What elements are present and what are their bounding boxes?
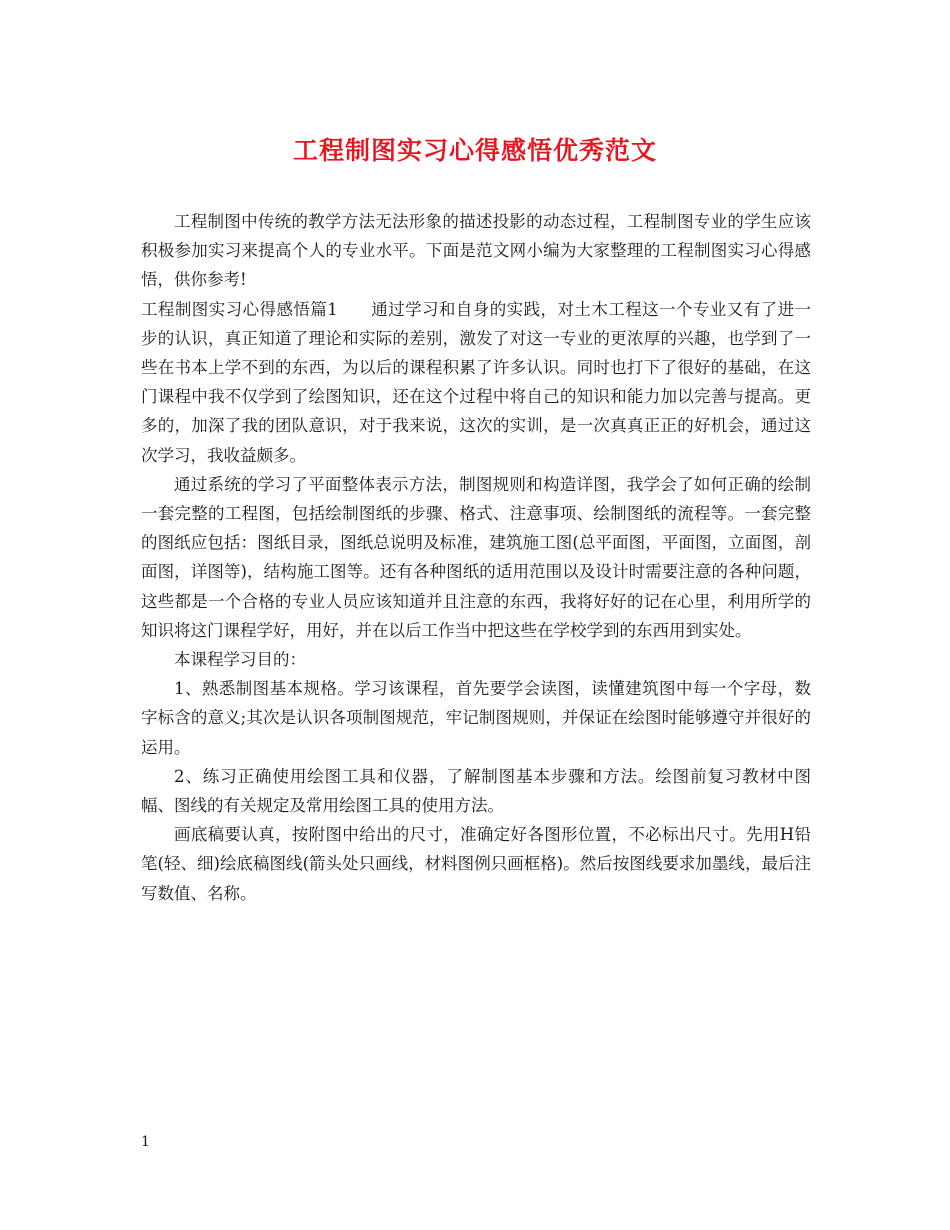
section1-heading: 工程制图实习心得感悟篇1 (141, 299, 338, 319)
section1-text: 通过学习和自身的实践，对土木工程这一个专业又有了进一步的认识，真正知道了理论和实际的差别，激发了对这一专业的更浓厚的兴趣，也学到了一些在书本上学不到的东西，为以后的课程积累了许多认识。同时也打下了很好的基础，在这门课程中我不仅学到了绘图知识，还在这个过程中将自己的知识和能力加以完善与提高。更多的，加深了我的团队意识，对于我来说，这次的实训，是一次真真正正的好机会，通过这次学习，我收益颇多。 (141, 299, 812, 465)
paragraph-4: 1、熟悉制图基本规格。学习该课程，首先要学会读图，读懂建筑图中每一个字母，数字标含的意义;其次是认识各项制图规范，牢记制图规则，并保证在绘图时能够遵守并很好的运用。 (141, 679, 811, 757)
paragraph-3: 本课程学习目的： (174, 650, 306, 670)
paragraph-2: 通过系统的学习了平面整体表示方法，制图规则和构造详图，我学会了如何正确的绘制一套完整的工程图，包括绘制图纸的步骤、格式、注意事项、绘制图纸的流程等。一套完整的图纸应包括：图纸目录，图纸总说明及标准，建筑施工图(总平面图，平面图，立面图，剖面图，详图等)，结构施工图等。还有各种图纸的适用范围以及设计时需要注意的各种问题，这些都是一个合格的专业人员应该知道并且注意的东西，我将好好的记在心里，利用所学的知识将这门课程学好，用好，并在以后工作当中把这些在学校学到的东西用到实处。 (141, 474, 811, 640)
intro-paragraph: 工程制图中传统的教学方法无法形象的描述投影的动态过程，工程制图专业的学生应该积极参加实习来提高个人的专业水平。下面是范文网小编为大家整理的工程制图实习心得感悟，供你参考! (141, 212, 811, 290)
document-body (141, 207, 811, 908)
document-title: 工程制图实习心得感悟优秀范文 (292, 136, 657, 165)
paragraph-5: 2、练习正确使用绘图工具和仪器，了解制图基本步骤和方法。绘图前复习教材中图幅、图线的有关规定及常用绘图工具的使用方法。 (141, 766, 811, 816)
section1-paragraph (141, 295, 811, 470)
page-number: 1 (141, 1134, 150, 1150)
paragraph-6: 画底稿要认真，按附图中给出的尺寸，准确定好各图形位置，不必标出尺寸。先用H铅笔(轻、细)绘底稿图线(箭头处只画线，材料图例只画框格)。然后按图线要求加墨线，最后注写数值、名称。 (141, 825, 811, 903)
